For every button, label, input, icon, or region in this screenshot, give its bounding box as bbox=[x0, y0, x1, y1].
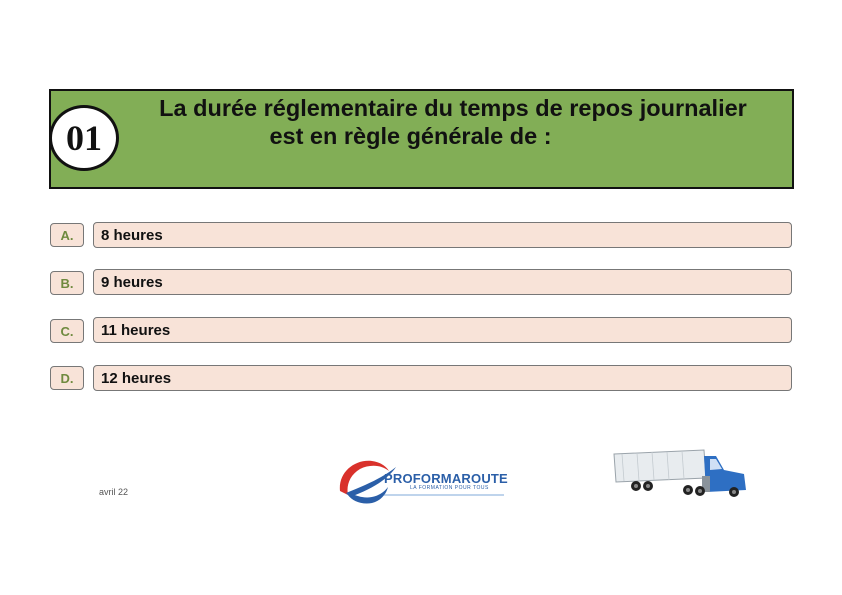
answer-b-option[interactable]: 9 heures bbox=[93, 269, 792, 295]
answer-d-letter[interactable]: D. bbox=[50, 366, 84, 390]
answer-a-letter[interactable]: A. bbox=[50, 223, 84, 247]
answer-a-option[interactable]: 8 heures bbox=[93, 222, 792, 248]
question-number-badge: 01 bbox=[49, 105, 119, 171]
answer-d-option[interactable]: 12 heures bbox=[93, 365, 792, 391]
truck-image bbox=[612, 446, 750, 502]
answer-c-letter[interactable]: C. bbox=[50, 319, 84, 343]
question-line-2: est en règle générale de : bbox=[269, 123, 552, 149]
logo-name: PROFORMAROUTE bbox=[384, 471, 508, 486]
footer-date: avril 22 bbox=[99, 487, 129, 497]
question-text bbox=[118, 94, 788, 150]
answer-c-option[interactable]: 11 heures bbox=[93, 317, 792, 343]
logo-tagline: LA FORMATION POUR TOUS bbox=[410, 485, 489, 491]
answer-b-letter[interactable]: B. bbox=[50, 271, 84, 295]
question-line-1: La durée réglementaire du temps de repos journalier bbox=[159, 95, 747, 121]
